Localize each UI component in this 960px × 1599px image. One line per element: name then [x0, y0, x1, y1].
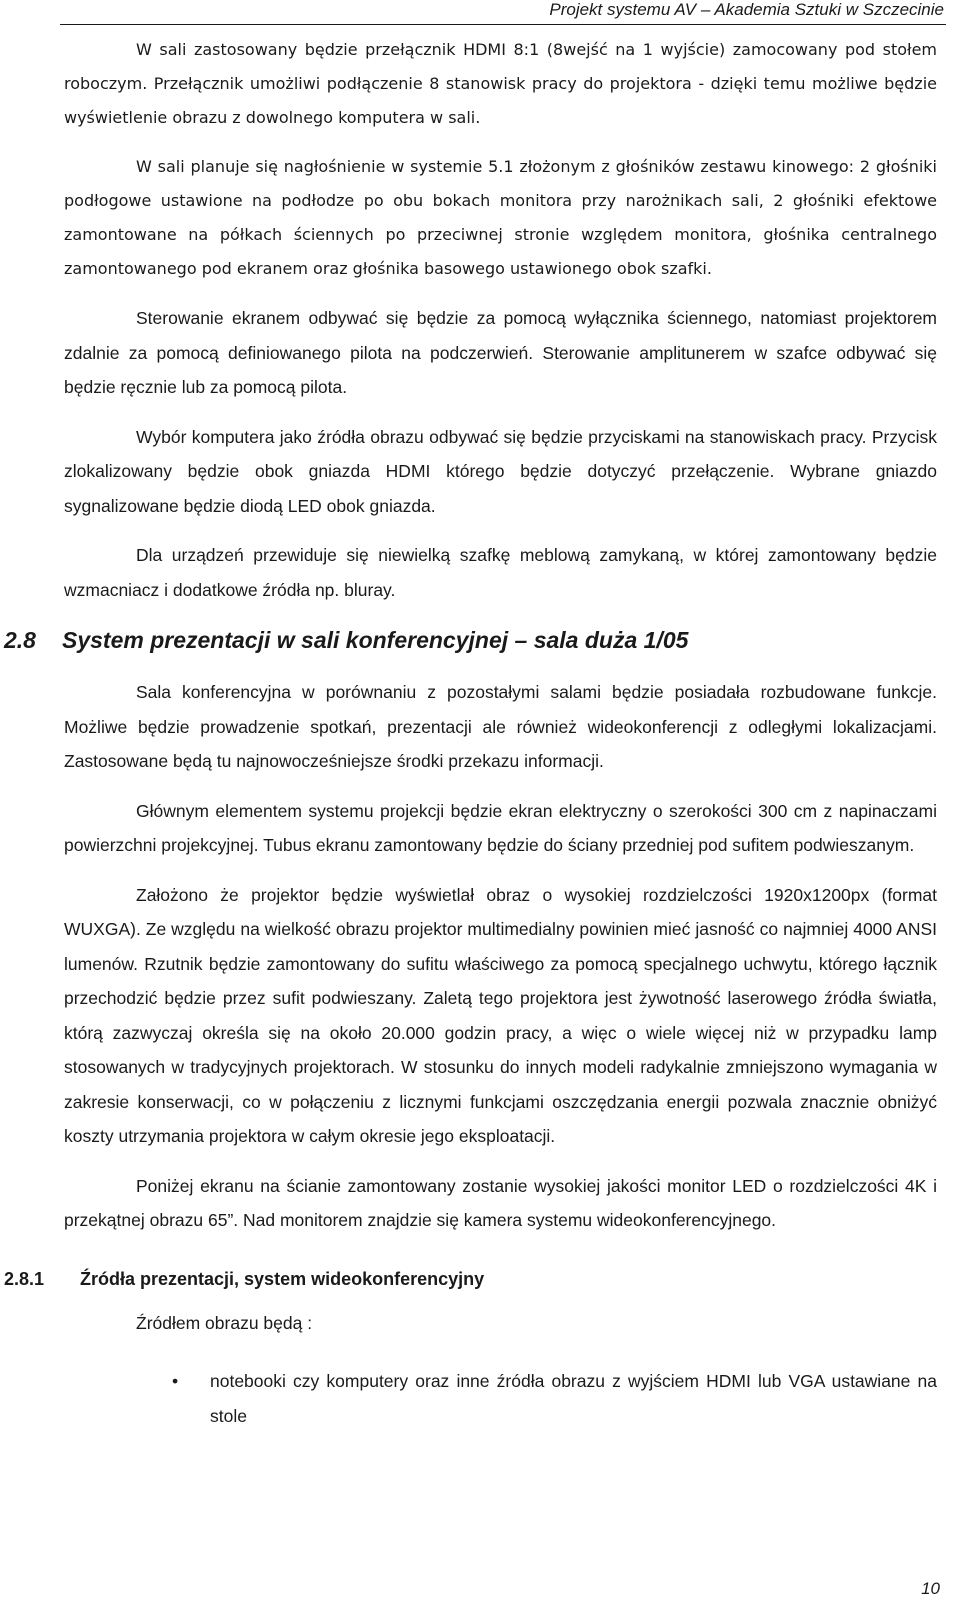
subsection-heading: [4, 1262, 937, 1296]
subsection-number: 2.8.1: [4, 1268, 45, 1289]
paragraph-projector: Założono że projektor będzie wyświetlał obraz o wysokiej rozdzielczości 1920x1200px (format WUXGA). Ze względu na wielkość obrazu projektor multimedialny powinien mieć jasność co najmniej 4000 ANSI lumenów. Rzutnik będzie zamontowany do sufitu właściwego za pomocą specjalnego uchwytu, którego łącznik przechodzić będzie przez sufit podwieszany. Zaletą tego projektora jest żywotność laserowego źródła światła, którą zazwyczaj określa się na około 20.000 godzin pracy, a więc o wiele więcej niż w przypadku lamp stosowanych w tradycyjnych projektorach. W stosunku do innych modeli radykalnie zmniejszono wymagania w zakresie konserwacji, co w połączeniu z licznymi funkcjami oszczędzania energii pozwala znacznie obniżyć koszty utrzymania projektora w całym okresie jego eksploatacji.: [64, 884, 937, 1146]
paragraph-hdmi-switch: W sali zastosowany będzie przełącznik HDMI 8:1 (8wejść na 1 wyjście) zamocowany pod stołem roboczym. Przełącznik umożliwi podłączenie 8 stanowisk pracy do projektora - dzięki temu możliwe będzie wyświetlenie obrazu z dowolnego komputera w sali.: [64, 40, 937, 127]
list-item: [64, 1364, 937, 1433]
subsection-title: Źródła prezentacji, system wideokonferencyjny: [80, 1268, 485, 1289]
paragraph-monitor: Poniżej ekranu na ścianie zamontowany zostanie wysokiej jakości monitor LED o rozdzielczości 4K i przekątnej obrazu 65”. Nad monitorem znajdzie się kamera systemu wideokonferencyjnego.: [64, 1175, 937, 1230]
paragraph-source-selection: Wybór komputera jako źródła obrazu odbywać się będzie przyciskami na stanowiskach pracy. Przycisk zlokalizowany będzie obok gniazda HDMI którego będzie dotyczyć przełączenie. Wybrane gniazdo sygnalizowane będzie diodą LED obok gniazda.: [64, 426, 937, 516]
header-rule: [60, 24, 946, 25]
section-number: 2.8: [4, 627, 36, 653]
section-heading: [4, 623, 937, 657]
paragraph-cabinet: Dla urządzeń przewiduje się niewielką szafkę meblową zamykaną, w której zamontowany będzie wzmacniacz i dodatkowe źródła np. bluray.: [64, 545, 937, 600]
page-body: [4, 33, 937, 1433]
paragraph-conference-room: Sala konferencyjna w porównaniu z pozostałymi salami będzie posiadała rozbudowane funkcje. Możliwe będzie prowadzenie spotkań, prezentacji ale również wideokonferencji z odległymi lokalizacjami. Zastosowane będą tu najnowocześniejsze środki przekazu informacji.: [64, 682, 937, 771]
sources-list: [64, 1364, 937, 1433]
sources-intro: Źródłem obrazu będą :: [136, 1312, 313, 1333]
page-number: 10: [921, 1579, 940, 1598]
running-header: Projekt systemu AV – Akademia Sztuki w Szczecinie: [549, 0, 944, 19]
paragraph-control: Sterowanie ekranem odbywać się będzie za pomocą wyłącznika ściennego, natomiast projektorem zdalnie za pomocą definiowanego pilota na podczerwień. Sterowanie amplitunerem w szafce odbywać się będzie ręcznie lub za pomocą pilota.: [64, 308, 937, 397]
list-item-text: notebooki czy komputery oraz inne źródła obrazu z wyjściem HDMI lub VGA ustawiane na stole: [210, 1371, 937, 1426]
bullet-icon: •: [172, 1371, 179, 1391]
paragraph-screen: Głównym elementem systemu projekcji będzie ekran elektryczny o szerokości 300 cm z napinaczami powierzchni projekcyjnej. Tubus ekranu zamontowany będzie do ściany przedniej pod sufitem podwieszanym.: [64, 800, 937, 855]
section-title: System prezentacji w sali konferencyjnej – sala duża 1/05: [62, 627, 689, 653]
paragraph-sound-system: W sali planuje się nagłośnienie w systemie 5.1 złożonym z głośników zestawu kinowego: 2 głośniki podłogowe ustawione na podłodze po obu bokach monitora przy narożnikach sali, 2 głośniki efektowe zamontowane na półkach ściennych po przeciwnej stronie względem monitora, głośnika centralnego zamontowanego pod ekranem oraz głośnika basowego ustawionego obok szafki.: [64, 157, 937, 278]
